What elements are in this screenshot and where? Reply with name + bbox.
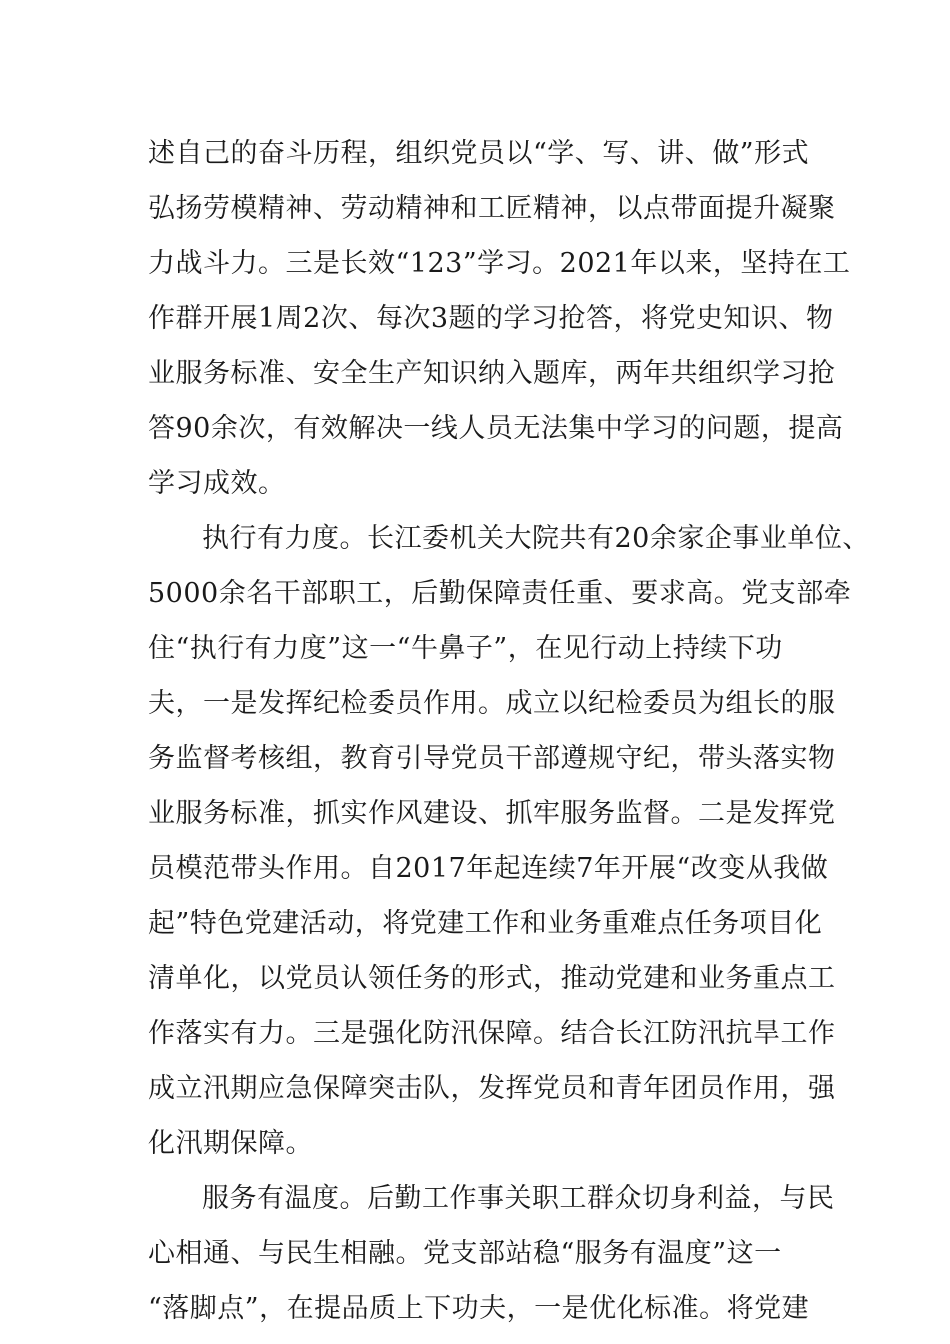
text-line: 力战斗力。三是长效“123”学习。2021年以来，坚持在工 [148, 248, 851, 279]
text-line: 住“执行有力度”这一“牛鼻子”，在见行动上持续下功 [148, 633, 783, 664]
text-line: 执行有力度。长江委机关大院共有20余家企事业单位、 [202, 523, 870, 554]
text-line: 夫，一是发挥纪检委员作用。成立以纪检委员为组长的服 [148, 688, 836, 719]
text-line: 员模范带头作用。自2017年起连续7年开展“改变从我做 [148, 853, 829, 884]
text-line: 化汛期保障。 [148, 1128, 313, 1159]
text-line: 务监督考核组，教育引导党员干部遵规守纪，带头落实物 [148, 743, 836, 774]
text-line: 成立汛期应急保障突击队，发挥党员和青年团员作用，强 [148, 1073, 836, 1104]
text-line: 清单化，以党员认领任务的形式，推动党建和业务重点工 [148, 963, 836, 994]
text-line: 答90余次，有效解决一线人员无法集中学习的问题，提高 [148, 413, 844, 444]
text-line: 业服务标准、安全生产知识纳入题库，两年共组织学习抢 [148, 358, 836, 389]
text-line: 业服务标准，抓实作风建设、抓牢服务监督。二是发挥党 [148, 798, 836, 829]
body-text [148, 133, 870, 1343]
text-line: 作落实有力。三是强化防汛保障。结合长江防汛抗旱工作 [148, 1018, 836, 1049]
text-line: “落脚点”，在提品质上下功夫，一是优化标准。将党建 [148, 1293, 810, 1324]
text-line: 学习成效。 [148, 468, 286, 499]
text-line: 心相通、与民生相融。党支部站稳“服务有温度”这一 [148, 1238, 782, 1269]
text-line: 弘扬劳模精神、劳动精神和工匠精神，以点带面提升凝聚 [148, 193, 836, 224]
text-line: 起”特色党建活动，将党建工作和业务重难点任务项目化 [148, 908, 823, 939]
text-line: 述自己的奋斗历程，组织党员以“学、写、讲、做”形式 [148, 138, 810, 169]
text-line: 作群开展1周2次、每次3题的学习抢答，将党史知识、物 [148, 303, 834, 334]
text-line: 服务有温度。后勤工作事关职工群众切身利益，与民 [202, 1183, 835, 1214]
text-line: 5000余名干部职工，后勤保障责任重、要求高。党支部牵 [148, 578, 852, 609]
